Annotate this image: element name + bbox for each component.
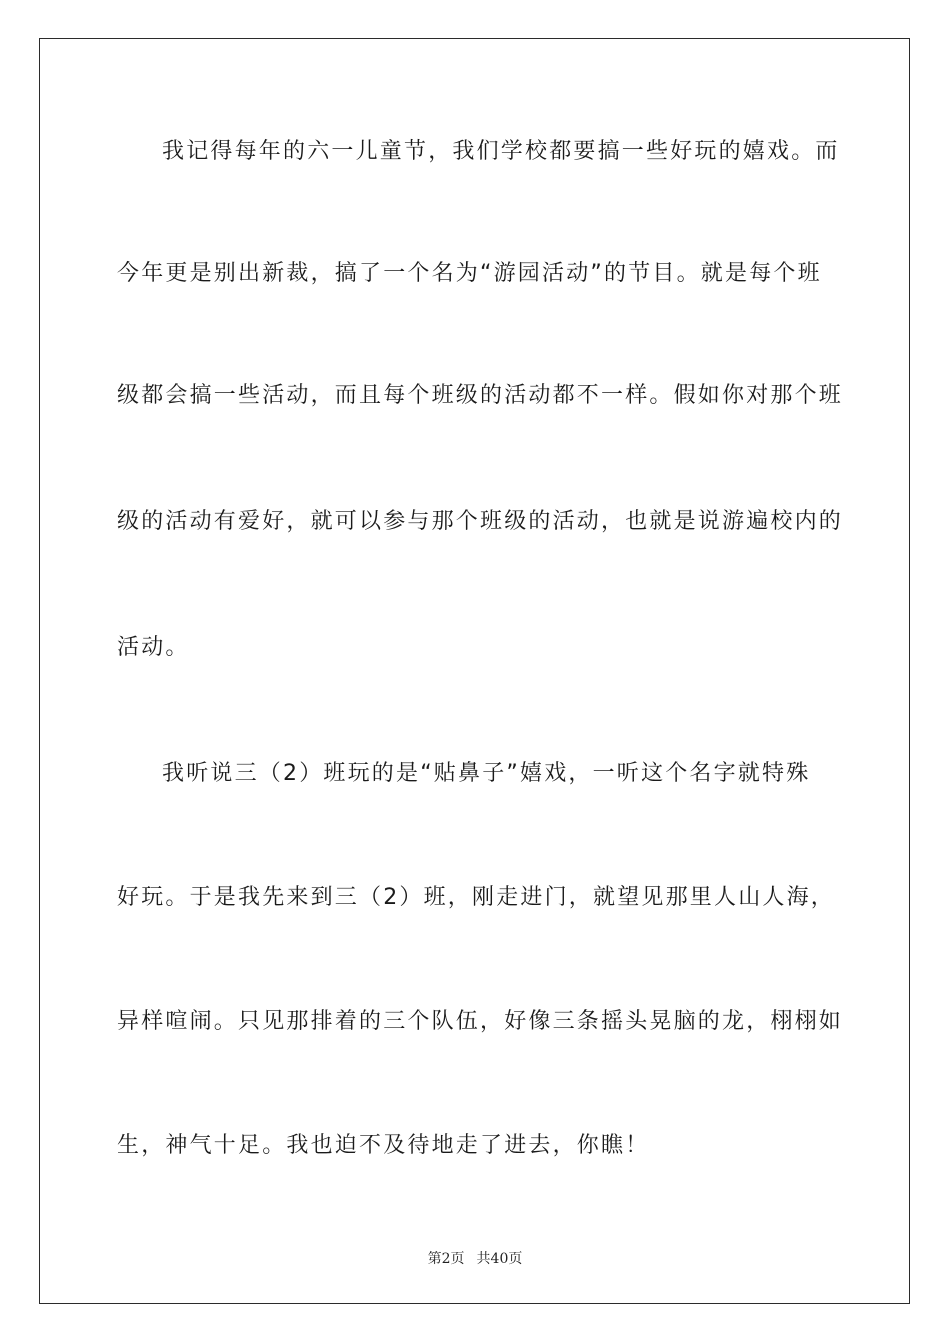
paragraph-1-line-1: 我记得每年的六一儿童节，我们学校都要搞一些好玩的嬉戏。而 [162,139,840,164]
page-border [39,38,910,1304]
page-total: 共40页 [476,1251,523,1267]
paragraph-2-line-3: 异样喧闹。只见那排着的三个队伍，好像三条摇头晃脑的龙，栩栩如 [117,1009,844,1034]
page-number: 第2页 [427,1251,465,1267]
paragraph-1-line-2: 今年更是别出新裁，搞了一个名为“游园活动”的节目。就是每个班 [117,261,822,286]
paragraph-2-line-4: 生，神气十足。我也迫不及待地走了进去，你瞧！ [117,1133,650,1158]
paragraph-1-line-5: 活动。 [117,635,190,660]
page-footer [0,1248,950,1268]
paragraph-1-line-3: 级都会搞一些活动，而且每个班级的活动都不一样。假如你对那个班 [117,383,844,408]
paragraph-2-line-1: 我听说三（2）班玩的是“贴鼻子”嬉戏，一听这个名字就特殊 [162,761,811,786]
paragraph-1-line-4: 级的活动有爱好，就可以参与那个班级的活动，也就是说游遍校内的 [117,509,844,534]
paragraph-2-line-2: 好玩。于是我先来到三（2）班，刚走进门，就望见那里人山人海， [117,885,835,910]
